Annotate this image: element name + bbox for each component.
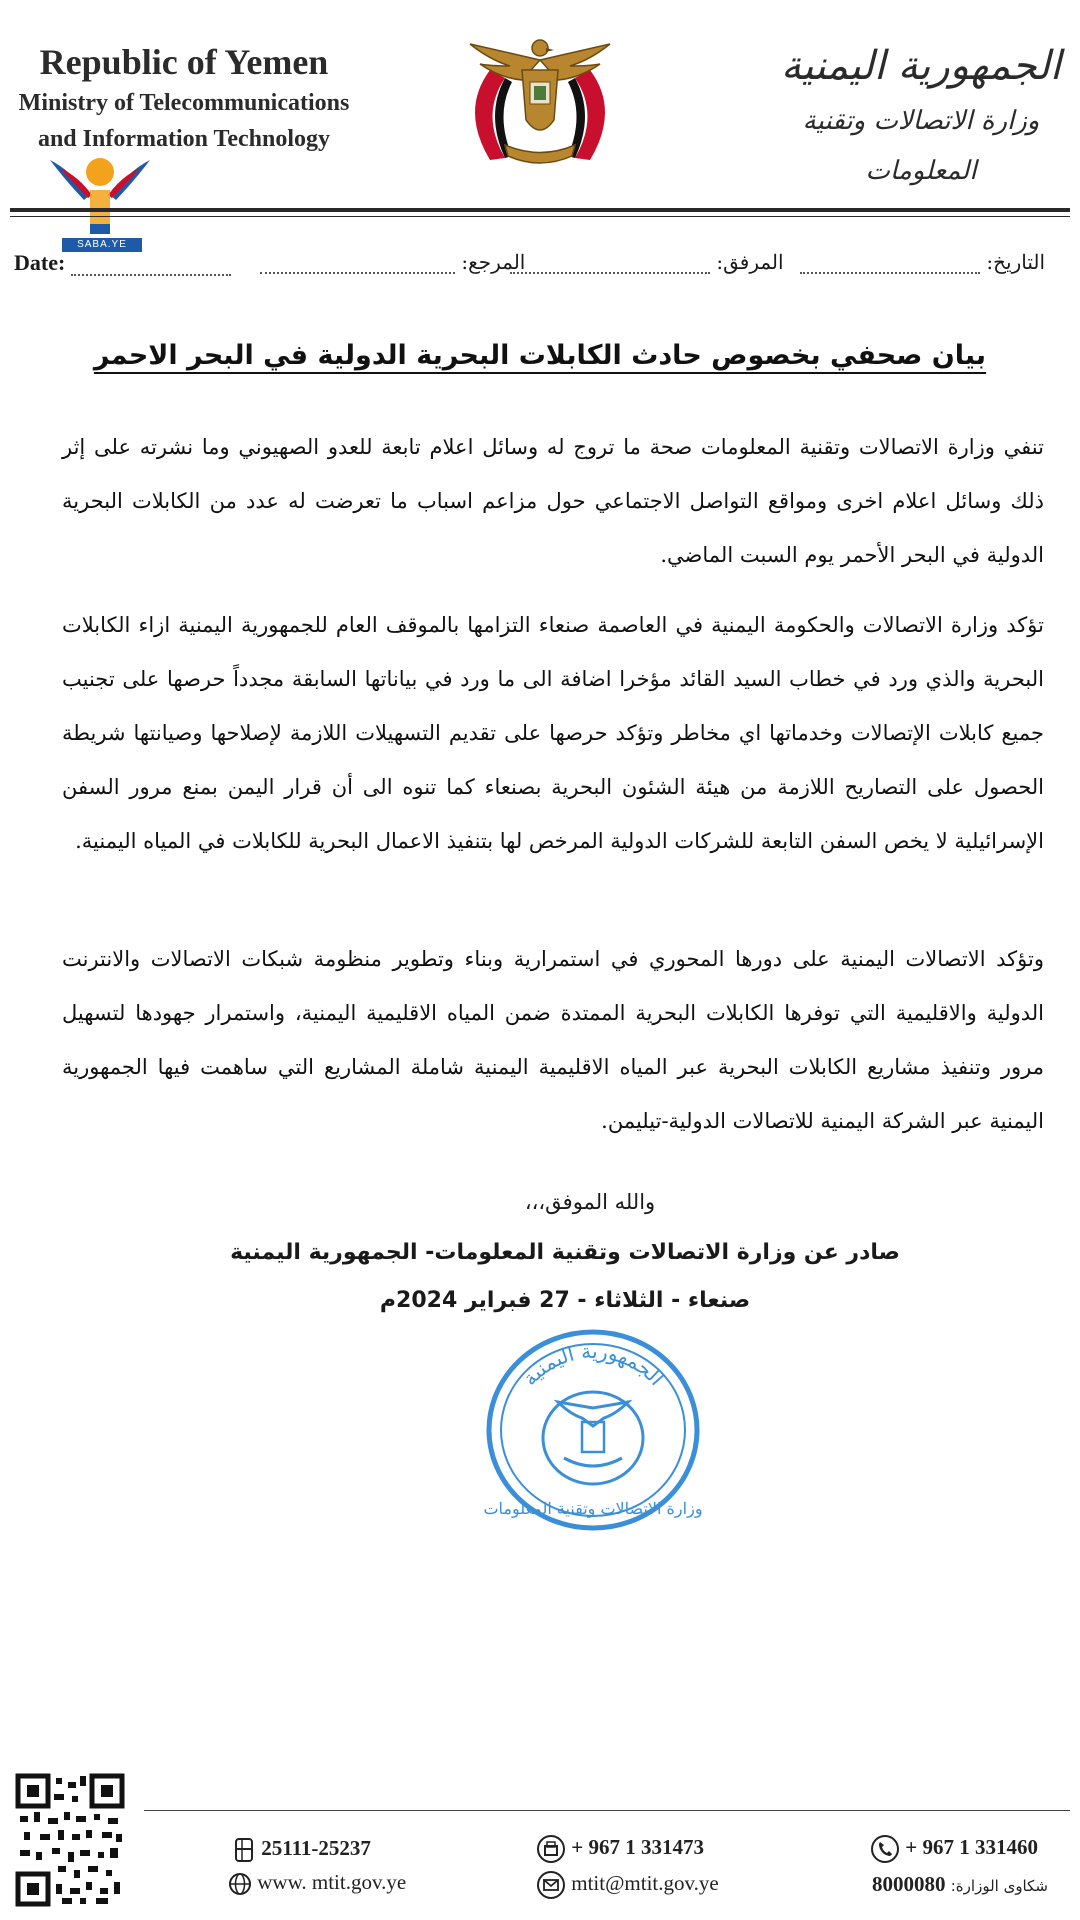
globe-icon: [228, 1872, 252, 1896]
reference-label: المرجع:: [461, 250, 526, 274]
phone-icon: [870, 1834, 900, 1864]
header-english-block: [14, 40, 354, 156]
date-blank-ar: [800, 254, 980, 274]
saba-logo-icon: [40, 150, 160, 250]
paragraph-1: تنفي وزارة الاتصالات وتقنية المعلومات صحة ما تروج له وسائل اعلام تابعة للعدو الصهيوني وما نشرته على إثر ذلك وسائل اعلام اخرى ومواقع التواصل الاجتماعي حول مزاعم اسباب ما تعرضت له عدد من الكابلات البحرية الدولية في البحر الأحمر يوم السبت الماضي.: [62, 435, 1044, 567]
date-label-ar: التاريخ:: [986, 250, 1046, 274]
reference-blank: [260, 254, 455, 274]
date-place-line: صنعاء - الثلاثاء - 27 فبراير 2024م: [379, 1288, 751, 1313]
paragraph-2: تؤكد وزارة الاتصالات والحكومة اليمنية في العاصمة صنعاء التزامها بالموقف العام للجمهورية اليمنية ازاء الكابلات البحرية والذي ورد في خطاب السيد القائد مؤخرا اضافة الى ما ورد في بياناتها السابقة مجدداً حرصها على تجنيب جميع كابلات الإتصالات وخدماتها اي مخاطر وتؤكد حرصها على تقديم التسهيلات اللازمة لإصلاحها وصيانتها شريطة الحصول على التصاريح اللازمة من هيئة الشئون البحرية بصنعاء كما تنوه الى أن قرار اليمن بمنع مرور السفن الإسرائيلية لا يخص السفن التابعة للشركات الدولية المرخص لها بتنفيذ الاعمال البحرية للكابلات في المياه اليمنية.: [62, 613, 1044, 853]
footer-email: [536, 1870, 719, 1900]
saba-label: SABA.YE: [62, 238, 142, 252]
header-arabic-block: [776, 36, 1066, 196]
footer-phone: [870, 1834, 1038, 1864]
footer-fax: [536, 1834, 704, 1864]
attachment-field: [510, 250, 784, 274]
reference-field: [260, 250, 525, 274]
yemen-emblem-icon: [450, 30, 630, 185]
footer-pobox: [232, 1836, 371, 1863]
closing-salutation: والله الموفق،،،: [524, 1190, 656, 1214]
stamp-text-ring: وزارة الاتصالات وتقنية المعلومات: [483, 1499, 703, 1518]
footer-complaints: [872, 1872, 1048, 1897]
document-title: بيان صحفي بخصوص حادث الكابلات البحرية الدولية في البحر الاحمر: [93, 340, 987, 371]
attachment-blank: [510, 254, 710, 274]
header-divider-thin: [10, 216, 1070, 217]
fax-number: + 967 1 331473: [571, 1834, 704, 1859]
pobox-icon: [232, 1837, 256, 1863]
complaints-label: شكاوى الوزارة:: [950, 1877, 1048, 1895]
date-field-en: [14, 250, 231, 276]
country-name-ar: الجمهورية اليمنية: [780, 43, 1062, 89]
website-url[interactable]: www. mtit.gov.ye: [257, 1870, 407, 1894]
ministry-name-en-line2: and Information Technology: [37, 126, 331, 152]
ministry-name-ar: وزارة الاتصالات وتقنية المعلومات: [802, 106, 1040, 186]
phone-number: + 967 1 331460: [905, 1834, 1038, 1859]
date-label-en: Date:: [14, 250, 66, 275]
header-divider: [10, 208, 1070, 212]
qr-code-icon: [14, 1772, 126, 1908]
complaints-number: 8000080: [872, 1872, 946, 1896]
stamp-text-top: الجمهورية اليمنية: [517, 1338, 669, 1391]
ministry-stamp-icon: [478, 1318, 708, 1538]
date-field-ar: [800, 250, 1045, 274]
date-blank-en: [71, 256, 231, 276]
country-name-en: Republic of Yemen: [39, 42, 329, 82]
issuer-line: صادر عن وزارة الاتصالات وتقنية المعلومات- الجمهورية اليمنية: [230, 1240, 900, 1265]
fax-icon: [536, 1834, 566, 1864]
email-icon: [536, 1870, 566, 1900]
ministry-name-en-line1: Ministry of Telecommunications: [18, 90, 350, 116]
pobox-number: 25111-25237: [261, 1836, 371, 1860]
email-address[interactable]: mtit@mtit.gov.ye: [571, 1870, 719, 1895]
footer-website: [228, 1870, 406, 1896]
footer-divider: [144, 1810, 1070, 1811]
attachment-label: المرفق:: [716, 250, 784, 274]
paragraph-3: وتؤكد الاتصالات اليمنية على دورها المحوري في استمرارية وبناء وتطوير منظومة شبكات الاتصالات والانترنت الدولية والاقليمية التي توفرها الكابلات البحرية الممتدة ضمن المياه الاقليمية اليمنية، واستمرار جهودها لتسهيل مرور وتنفيذ مشاريع الكابلات البحرية عبر المياه الاقليمية اليمنية شاملة المشاريع التي ساهمت فيها الجمهورية اليمنية عبر الشركة اليمنية للاتصالات الدولية-تيليمن.: [62, 947, 1044, 1133]
